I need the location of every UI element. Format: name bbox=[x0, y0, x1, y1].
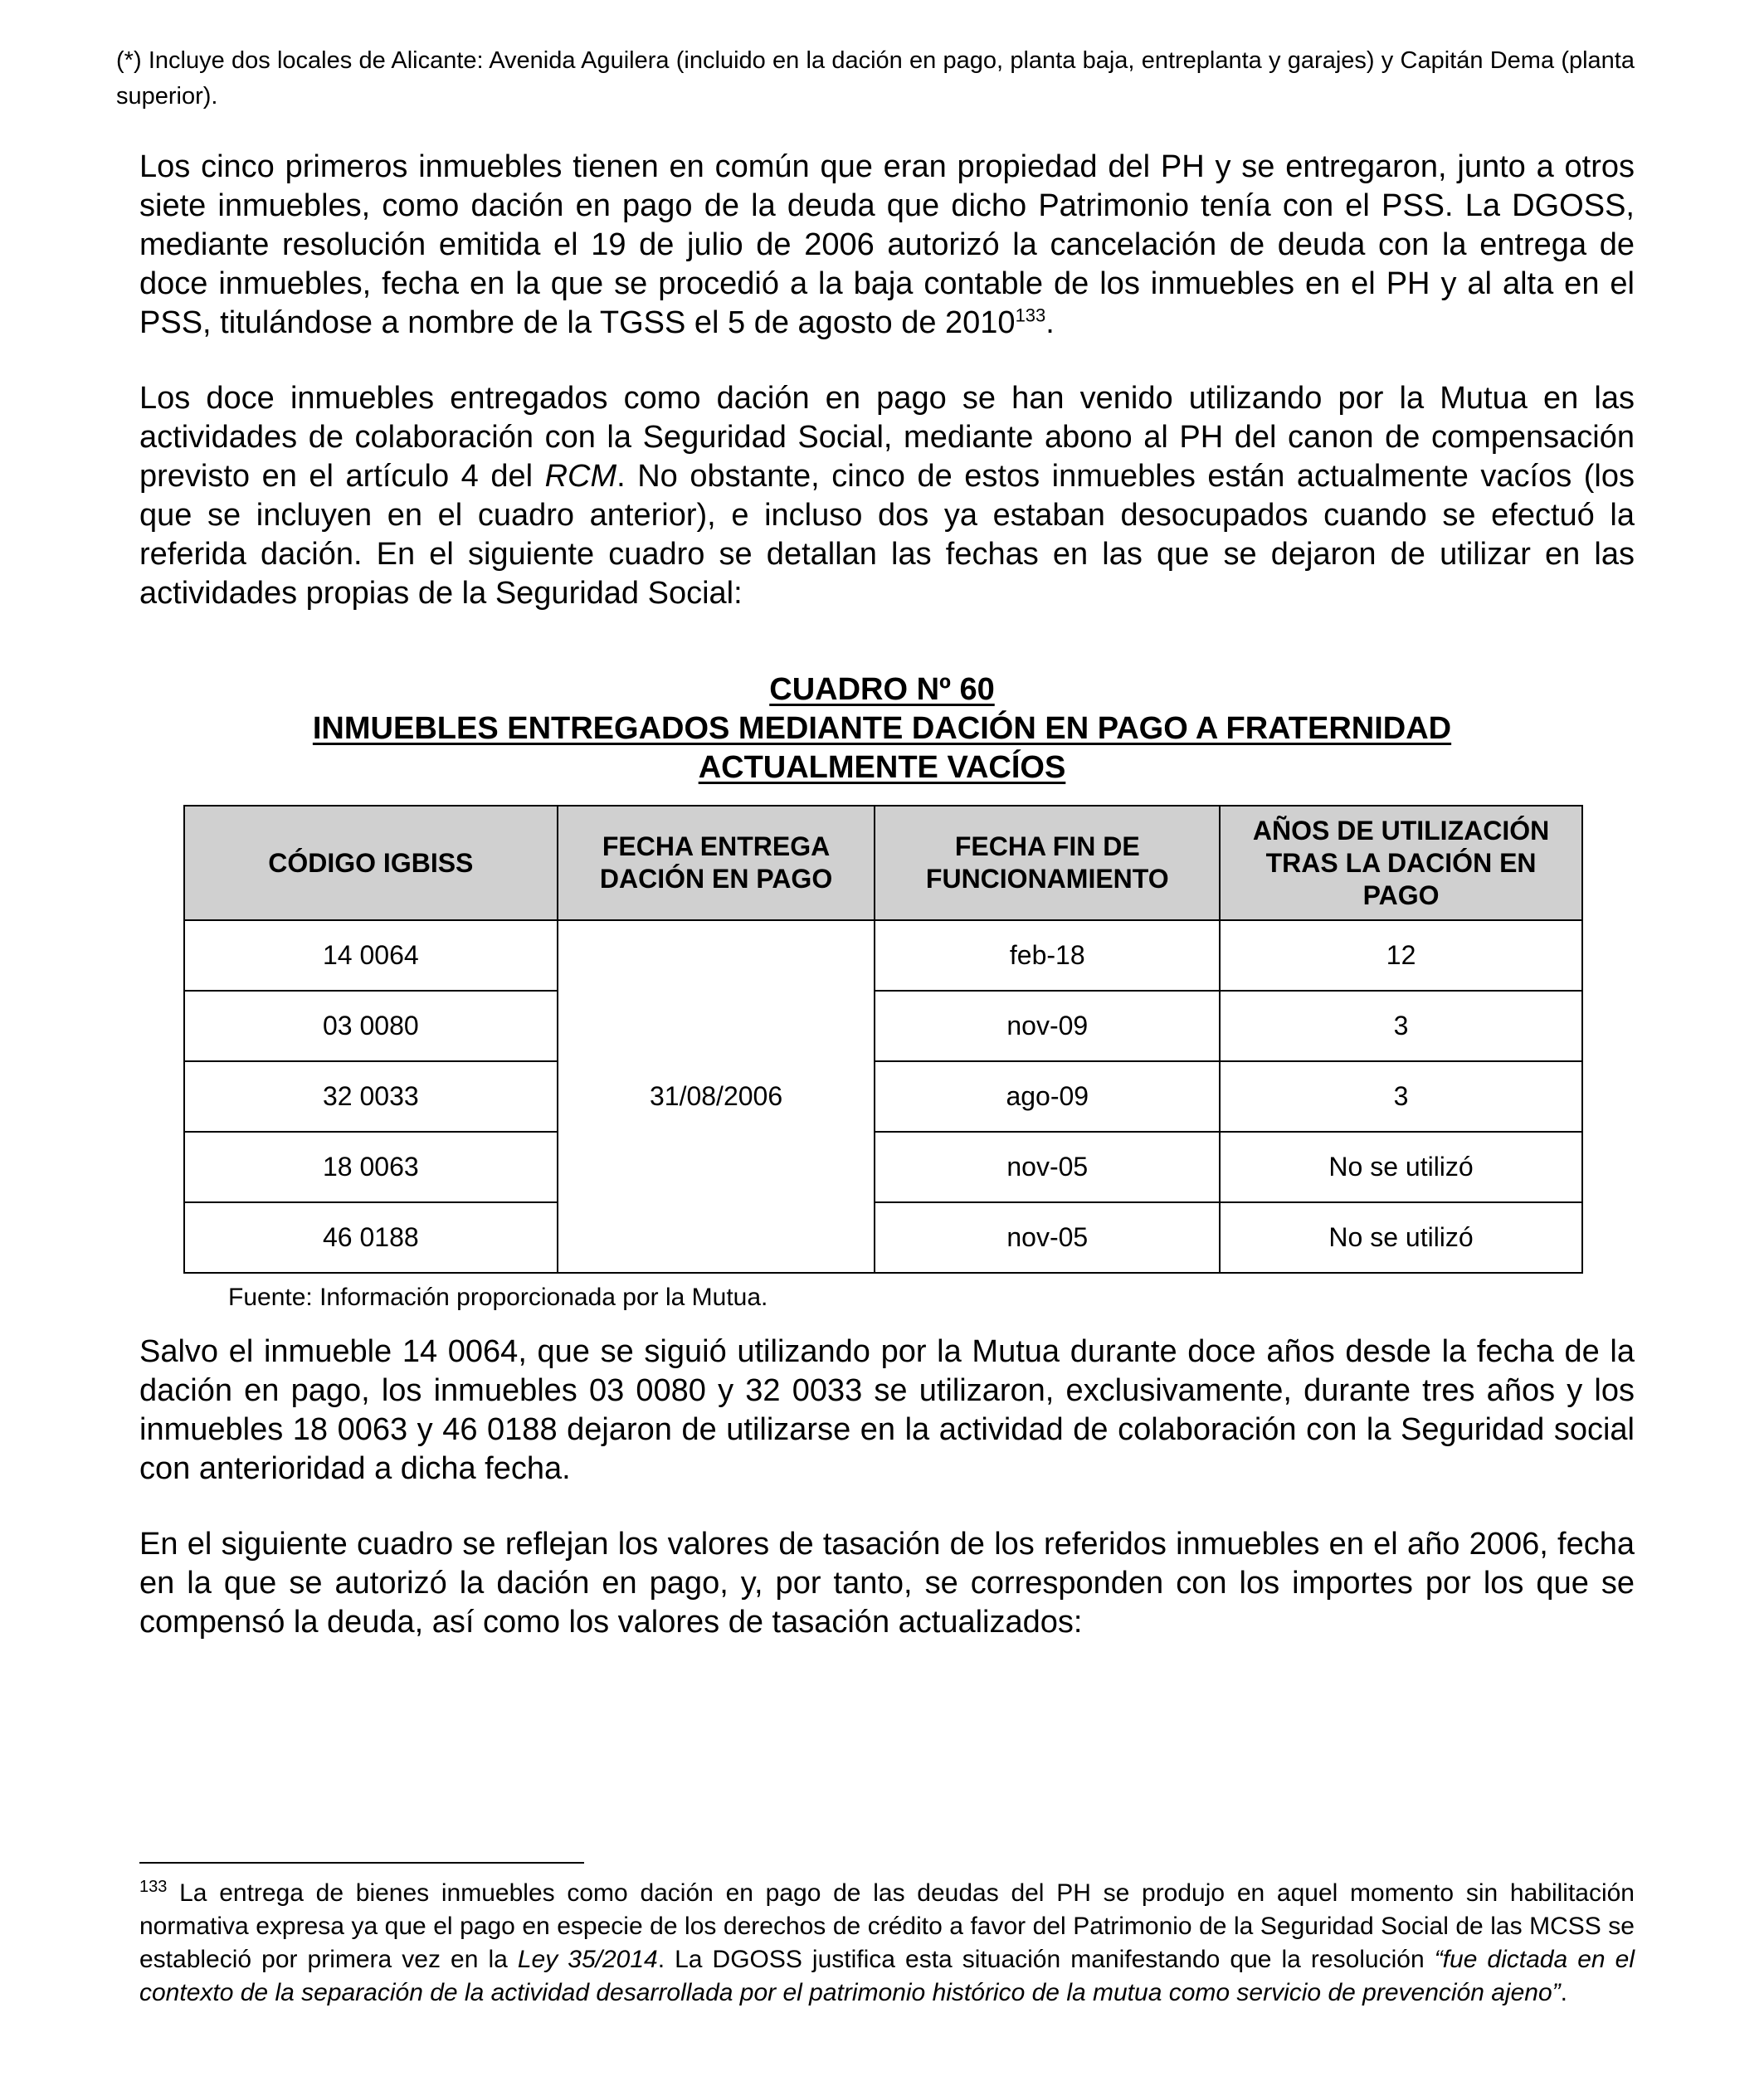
header-fecha-fin-text: FECHA FIN DE FUNCIONAMIENTO bbox=[925, 831, 1169, 894]
cell-fin: feb-18 bbox=[875, 920, 1220, 991]
paragraph-utilizacion bbox=[139, 379, 1635, 613]
footnote-133 bbox=[139, 1877, 1635, 2010]
cell-anos: 3 bbox=[1220, 991, 1582, 1061]
header-fecha-fin bbox=[875, 806, 1220, 920]
cell-fecha-entrega: 31/08/2006 bbox=[558, 920, 875, 1273]
cell-anos: No se utilizó bbox=[1220, 1202, 1582, 1273]
paragraph-dacion-inmuebles bbox=[139, 148, 1635, 343]
footnote-number: 133 bbox=[139, 1878, 168, 1896]
cell-fin: nov-09 bbox=[875, 991, 1220, 1061]
cell-anos: 12 bbox=[1220, 920, 1582, 991]
cell-codigo: 32 0033 bbox=[184, 1061, 558, 1132]
cell-codigo: 18 0063 bbox=[184, 1132, 558, 1202]
table-title-number bbox=[0, 670, 1764, 709]
cell-codigo: 03 0080 bbox=[184, 991, 558, 1061]
table-source: Fuente: Información proporcionada por la Mutua. bbox=[228, 1284, 768, 1311]
top-note: (*) Incluye dos locales de Alicante: Avenida Aguilera (incluido en la dación en pago, planta baja, entreplanta y garajes) y Capitán Dema (planta superior). bbox=[116, 47, 1635, 110]
table-title-line2: INMUEBLES ENTREGADOS MEDIANTE DACIÓN EN PAGO A FRATERNIDAD bbox=[312, 711, 1452, 746]
cell-fin: ago-09 bbox=[875, 1061, 1220, 1132]
footnote-divider bbox=[139, 1862, 584, 1864]
footnote-quote: “fue dictada en el contexto de la separación de la actividad desarrollada por el patrimonio histórico de la mutua como servicio de prevención ajeno” bbox=[139, 1946, 1635, 2006]
table-row bbox=[184, 991, 1582, 1061]
header-anos-text: AÑOS DE UTILIZACIÓN TRAS LA DACIÓN EN PAGO bbox=[1252, 815, 1550, 910]
table-row bbox=[184, 1202, 1582, 1273]
cell-codigo: 14 0064 bbox=[184, 920, 558, 991]
footnote-text1: La entrega de bienes inmuebles como dación en pago de las deudas del PH se produjo en aquel momento sin habilitación normativa expresa ya que el pago en especie de los derechos de crédito a favor del Patrimonio de la Seguridad Social de las MCSS se estableció por primera vez en la bbox=[139, 1879, 1635, 1973]
paragraph-text-part2: . No obstante, cinco de estos inmuebles están actualmente vacíos (los que se incluyen en el cuadro anterior), e incluso dos ya estaban desocupados cuando se efectuó la referida dación. En el siguiente cuadro se detallan las fechas en las que se dejaron de utilizar en las actividades propias de la Seguridad Social: bbox=[139, 459, 1635, 611]
rcm-italic: RCM bbox=[544, 459, 617, 494]
table-row bbox=[184, 920, 1582, 991]
cell-fin: nov-05 bbox=[875, 1132, 1220, 1202]
paragraph-text-part1: Los doce inmuebles entregados como dación en pago se han venido utilizando por la Mutua en las actividades de colaboración con la Seguridad Social, mediante abono al PH del canon de compensación previsto en el artículo 4 del bbox=[139, 381, 1635, 494]
table-title-main bbox=[0, 709, 1764, 748]
table-row bbox=[184, 1061, 1582, 1132]
footnote-ref[interactable]: 133 bbox=[1015, 305, 1046, 326]
table-title-line3: ACTUALMENTE VACÍOS bbox=[698, 750, 1066, 785]
header-anos bbox=[1220, 806, 1582, 920]
paragraph-text: Los cinco primeros inmuebles tienen en común que eran propiedad del PH y se entregaron, junto a otros siete inmuebles, como dación en pago de la deuda que dicho Patrimonio tenía con el PSS. La DGOSS, mediante resolución emitida el 19 de julio de 2006 autorizó la cancelación de deuda con la entrega de doce inmuebles, fecha en la que se procedió a la baja contable de los inmuebles en el PH y al alta en el PSS, titulándose a nombre de la TGSS el 5 de agosto de 2010 bbox=[139, 149, 1635, 340]
header-fecha-entrega bbox=[558, 806, 875, 920]
table-title-line1: CUADRO Nº 60 bbox=[769, 672, 995, 707]
cell-codigo: 46 0188 bbox=[184, 1202, 558, 1273]
table-title-sub bbox=[0, 748, 1764, 787]
paragraph-end: . bbox=[1045, 305, 1055, 340]
inmuebles-table bbox=[183, 805, 1583, 1274]
table-row bbox=[184, 1132, 1582, 1202]
cell-anos: 3 bbox=[1220, 1061, 1582, 1132]
paragraph-salvo: Salvo el inmueble 14 0064, que se siguió utilizando por la Mutua durante doce años desde la fecha de la dación en pago, los inmuebles 03 0080 y 32 0033 se utilizaron, exclusivamente, durante tres años y los inmuebles 18 0063 y 46 0188 dejaron de utilizarse en la actividad de colaboración con la Seguridad social con anterioridad a dicha fecha. bbox=[139, 1334, 1635, 1486]
paragraph-tasacion: En el siguiente cuadro se reflejan los valores de tasación de los referidos inmuebles en el año 2006, fecha en la que se autorizó la dación en pago, y, por tanto, se corresponden con los importes por los que se compensó la deuda, así como los valores de tasación actualizados: bbox=[139, 1527, 1635, 1640]
footnote-ley: Ley 35/2014 bbox=[517, 1946, 658, 1973]
table-header-row bbox=[184, 806, 1582, 920]
header-codigo: CÓDIGO IGBISS bbox=[184, 806, 558, 920]
cell-anos: No se utilizó bbox=[1220, 1132, 1582, 1202]
footnote-text2: . La DGOSS justifica esta situación manifestando que la resolución bbox=[657, 1946, 1435, 1973]
cell-fin: nov-05 bbox=[875, 1202, 1220, 1273]
header-fecha-entrega-text: FECHA ENTREGA DACIÓN EN PAGO bbox=[599, 831, 833, 894]
footnote-text3: . bbox=[1560, 1979, 1567, 2006]
